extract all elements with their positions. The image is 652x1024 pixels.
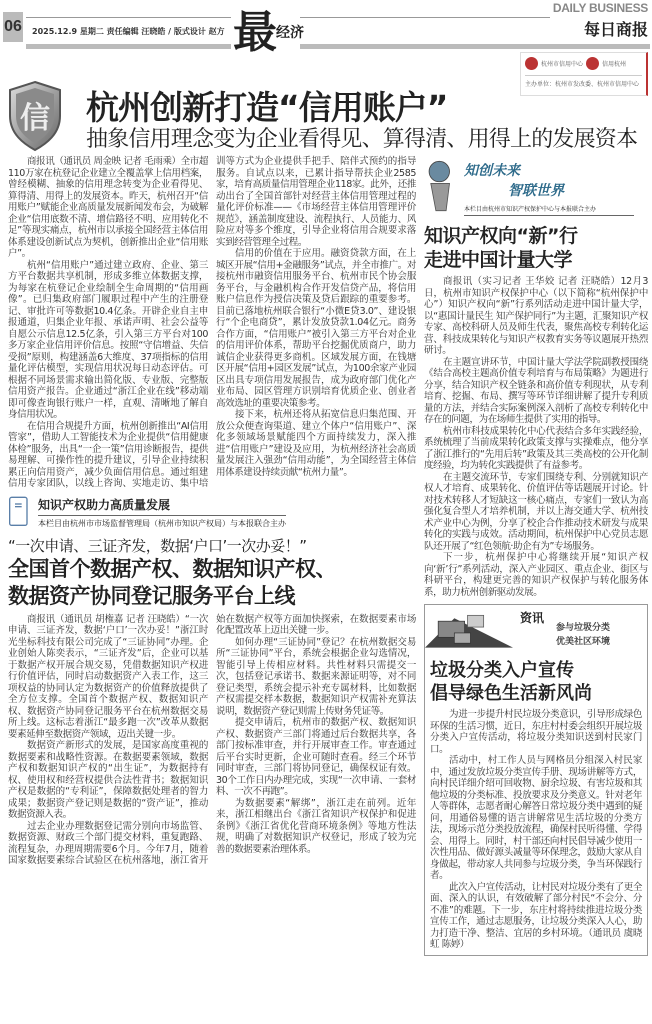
ip-section-strip — [8, 496, 416, 529]
paragraph: 活动中，村工作人员与网格员分组深入村民家中，通过发放垃圾分类宣传手册、现场讲解等方式，向村民详细介绍可回收物、厨余垃圾、有害垃圾和其他垃圾的分类标准、投放要求及分类意义。针对老年人等群体，志愿者耐心解答日常垃圾分类中遇到的疑问，用通俗易懂的语言讲解常见生活垃圾的分类方法，现场示范分类投放流程，确保村民听得懂、学得会、用得上。同时，村干部还向村民倡导减少使用一次性用品、做好源头减量等环保理念，鼓励大家从自身做起，带动家人共同参与垃圾分类，争当环保践行者。 — [430, 755, 642, 881]
credit-shield-icon — [6, 80, 64, 152]
header-bar — [300, 44, 650, 49]
slogan-line: 优美社区环境 — [556, 637, 611, 647]
section-name: 经济 — [276, 25, 304, 41]
news-tag: 资讯 — [520, 611, 545, 625]
paragraph: 下一步，杭州保护中心将继续开展“知识产权向‘新’行”系列活动，深入产业园区、重点企业、街区与科研平台，构建更完善的知识产权保护与转化服务体系，助力杭州创新驱动发展。 — [424, 552, 648, 598]
title-line: 全国首个数据产权、数据知识产权、 — [8, 556, 336, 581]
section-logo: 最 — [233, 7, 277, 58]
paragraph: 为数据要素“解绑”，浙江走在前列。近年来，浙江相继出台《浙江省知识产权保护和促进条例》《浙江省优化营商环境条例》等地方性法规，明确了对数据知识产权登记，形成了较为完善的数据要素治理体系。 — [216, 797, 416, 855]
news-title — [430, 659, 642, 705]
data-article-body — [8, 614, 416, 867]
section-title: 知识产权助力高质量发展 — [38, 496, 286, 516]
globe-hand-icon — [424, 156, 458, 216]
sponsor-logo — [520, 52, 648, 96]
paper-name-cn: 每日商报 — [583, 20, 648, 39]
title-line: 走进中国计量大学 — [424, 249, 573, 271]
sponsor-org: 信用杭州 — [602, 61, 627, 68]
book-icon — [8, 496, 30, 528]
page-number: 06 — [3, 12, 23, 42]
paragraph: 过去企业办理数据登记需分别向市场监管、数据资源、财政三个部门提交材料，重复跑路、流程复杂，办理周期需要6个月。今年7月，随着国家数据要素综合试验区在杭州落地，浙江省开始在数据产权等方面加快探索，在数据要素市场化配置改革上迈出关键一步。 — [8, 613, 416, 866]
paragraph: 信用的价值在于应用。融资贷款方面，在上城区开展“信用+金融服务”试点，并全市推广。对接杭州市融资信用服务平台、杭州市民个协会服务平台，与金融机构合作开发信贷产品，将信用账户信息作为授信决策及贷后跟踪的重要参考。目前已落地杭州联合银行“小微E贷3.0”、建设银行“个企电商贷”，累计发放贷款1.04亿元。商务合作方面，“信用账户”被引入第三方平台对企业的信用评价体系，帮助平台挖掘优质商户，助力诚信企业获得更多商机。区域发展方面，在钱塘区开展“信用+园区发展”试点，为100余家产业园区出具专项信用发展报告，成为政府部门优化产业布局、园区管理方识别培育优质企业、创业者高效选址的重要决策参考。 — [216, 248, 416, 409]
article-kicker: “一次申请、三证齐发，数据‘户口’一次办妥！” — [8, 536, 307, 555]
left-column — [8, 156, 416, 867]
title-line: 垃圾分类入户宣传 — [430, 660, 574, 681]
news-tag-slogan — [556, 621, 610, 649]
right-column — [424, 156, 648, 956]
paragraph: 杭州“信用账户”通过建立政府、企业、第三方平台数据共享机制，形成多维立体数据支撑，为每家在杭登记企业绘制全生命周期的“信用画像”。已归集政府部门履职过程中产生的注册登记、审批许可等数据10.4亿条。开辟企业自主申报通道，归集企业年报、承诺声明、社会公益等自愿公示信息12.5亿条，引入第三方平台对100多万家企业信用评价信息。按照“守信增益、失信受损”原则，构建涵盖6大维度、37项指标的信用量化评估模型，实现信用状况每日动态评估。可根据不同场景需求输出简化版、专业版、完整版信用资产报告。企业通过“浙江企业在线”移动端即可像查询银行账户一样，直观、清晰地了解自身信用状况。 — [8, 259, 208, 420]
headline: 杭州创新打造“信用账户” — [86, 88, 448, 127]
title-line: 知识产权向“新”行 — [424, 225, 578, 247]
title-line: 数据资产协同登记服务平台上线 — [8, 583, 295, 608]
paragraph: 商报讯（实习记者 王华姣 记者 汪晓皓）12月3日，杭州市知识产权保护中心（以下简称“杭州保护中心”）知识产权向“新”行系列活动走进中国计量大学，以“惠国计量民生 知产保护同行”为主题，汇聚知识产权专家、高校科研人员及师生代表，聚焦高校专利转化运营、科技成果转化与知识产权教育实务等议题展开热烈研讨。 — [424, 276, 648, 356]
article-headline — [8, 556, 416, 610]
news-body — [430, 709, 642, 951]
paragraph: 提交申请后，杭州市的数据产权、数据知识产权、数据资产三部门将通过后台数据共享，各部门按标准审查，并行开展审查工作。审查通过后平台实时更新，企业可随时查看。经三个环节同时审查，三部门将协同登记，确保权证有效。30个工作日内办理完成，实现“一次申请、一套材料、一次不再跑”。 — [216, 717, 416, 797]
paragraph: 为进一步提升村民垃圾分类意识，引导形成绿色环保的生活习惯，近日，东庄村村委会组织开展垃圾分类入户宣传活动，将垃圾分类知识送到村民家门口。 — [430, 709, 642, 755]
paragraph: 在主题交流环节，专家们围绕专利、分别就知识产权人才培育、成果转化、价值评估等话题展开讨论。针对技术转移人才短缺这一核心痛点，专家们一致认为高强化复合型人才培养机制，并以上海交通大学、杭州技术产业中心为例，分享了校企合作推动技术研发与成果转化的实践与成效。活动期间，杭州保护中心党员志愿队还开展了“红色领航·助企有为”专场服务。 — [424, 471, 648, 552]
sponsor-org: 杭州市信用中心 — [541, 61, 584, 68]
header-rule — [300, 17, 550, 18]
lead-article-body — [8, 156, 416, 490]
ip-article-body — [424, 276, 648, 598]
seal-icon — [525, 57, 538, 70]
banner-note: 本栏目由杭州市知识产权保护中心与本报联合主办 — [464, 204, 634, 216]
paragraph: 如何办理“三证协同”登记？在杭州数据交易所“三证协同”平台，系统会根据企业勾选情况，智能引导上传相应材料。共性材料只需提交一次，包括登记承诺书、数据来源证明等，对不同登记类型，系统会提示补充专属材料，比如数据产权需提交样本数据，数据知识产权需补充算法说明，数据资产登记则需上传财务凭证等。 — [216, 636, 416, 717]
paragraph: 在信用合规提升方面，杭州创新推出“AI信用管家”，借助人工智能技术为企业提供“信用健康体检”服务，出具“一企一策”信用诊断报告，提供易理解、可操作性的提升建议，引导企业持续积累正向信用资产，减少负面信用信息。通过组建信用专家团队，以线上咨询、实地走访、集中培训等方式为企业提供手把手、陪伴式预约的指导服务。自试点以来，已累计指导帮扶企业2585家，培育高质量信用管理企业118家。此外，还推动出台了全国首部针对经营主体信用管理过程的量化评价标准——《市场经营主体信用管理评价规范》，涵盖制度建设、流程执行、人员能力、风险应对等多个维度，引导企业将信用合规要求落实到经营管理全过程。 — [8, 156, 416, 489]
banner-slogan: 智联世界 — [508, 183, 564, 199]
section-note: 本栏目由杭州市市场监督管理局（杭州市知识产权局）与本报联合主办 — [38, 518, 286, 528]
slogan-line: 参与垃圾分类 — [556, 623, 611, 633]
paragraph: 接下来，杭州还将从拓宽信息归集范围、开放公众便查询渠道、建立个体户“信用账户”、深化多领域场景赋能四个方面持续发力，深入推进“信用账户”建设及应用，为杭州经济社会高质量发展注入强劲“信用动能”，为全国经营主体信用体系建设持续贡献“杭州力量”。 — [216, 409, 416, 478]
header-rule — [26, 17, 231, 18]
subheadline: 抽象信用理念变为企业看得见、算得清、用得上的发展资本 — [86, 127, 638, 152]
news-box — [424, 604, 648, 956]
date-line: 2025.12.9 星期二 责任编辑 汪晓皓 / 版式设计 赵方 — [32, 27, 225, 36]
ip-banner — [424, 156, 648, 222]
header-bar — [26, 44, 231, 49]
paragraph: 在主题宣讲环节，中国计量大学法学院副教授围绕《结合高校主题高价值专利培育与布局策略》为题进行分享，结合知识产权全链条和高价值专利现状，从专利培育、挖掘、布局、撰写等环节详细讲解了提升专利质量的方法，并结合实际案例深入剖析了高校专利转化中存在的问题，为在场师生提供了实用的指导。 — [424, 356, 648, 425]
paragraph: 此次入户宣传活动，让村民对垃圾分类有了更全面、深入的认识，有效破解了部分村民“不会分、分不准”的难题。下一步，东庄村将持续推进垃圾分类宣传工作，通过志愿服务，让垃圾分类深入人心，助力打造干净、整洁、宜居的乡村环境。（通讯员 虞晓虹 陈婷） — [430, 881, 642, 950]
paper-name-en: DAILY BUSINESS — [552, 1, 648, 15]
paragraph: 商报讯（通讯员 胡権嘉 记者 汪晓皓）“一次申请、三证齐发，数据‘户口’一次办妥！”浙江时光坐标科技有限公司完成了“三证协同”办理。企业创始人陈奕表示，“三证齐发”后，企业可以基于数据产权开展合规交易，凭借数据知识产权进行价值评估，同时启动数据资产入表工作，这三项权益的协同认定为数据资产的价值释放提供了全方位支撑。全国首个数据产权、数据知识产权、数据资产协同登记服务平台在杭州数据交易所上线。这标志着浙江“最多跑一次”改革从数据要素延伸至数据资产领域，迈出关键一步。 — [8, 613, 208, 740]
news-box-header — [430, 605, 642, 657]
svg-text:信: 信 — [20, 101, 50, 136]
banner-slogan: 知创未来 — [464, 163, 520, 179]
recycling-station-illustration — [425, 605, 513, 655]
paragraph: 数据资产新形式的发展，是国家高度重视的数据要素和战略性资源。在数据要素领域，数据产权和数据知识产权的“出生证”，为数据持有权、使用权和经营权提供合法性背书；数据知识产权是数据的“专利证”，保障数据处理者的智力成果；数据资产登记则是数据的“资产证”，推动数据资源入表。 — [8, 740, 208, 820]
sponsor-line: 主办单位：杭州市发改委、杭州市信用中心 — [525, 75, 642, 88]
paragraph: 杭州市科技成果转化中心代表结合多年实践经验，系统梳理了当前成果转化政策支撑与实操难点，他分享了浙江推行的“先用后转”政策及其三类高校的公开化制度经验，均为转化实践提供了有益参考。 — [424, 425, 648, 471]
ip-article-title — [424, 224, 648, 272]
seal-icon — [586, 57, 599, 70]
title-line: 倡导绿色生活新风尚 — [430, 683, 592, 704]
paragraph: 商报讯（通讯员 周金映 记者 毛雨乘）全市超110万家在杭登记企业建立全覆盖掌上信用档案，曾经模糊、抽象的信用理念转变为企业看得见、算得清、用得上的发展资本。昨天，杭州召开“信用账户”赋能企业高质量发展新闻发布会，为破解企业“信用底数不清、增信路径不明、应用转化不足”等现实痛点，杭州市以承接全国经营主体信用体系建设创新试点为契机，创新推出企业“信用账户”。 — [8, 156, 208, 259]
